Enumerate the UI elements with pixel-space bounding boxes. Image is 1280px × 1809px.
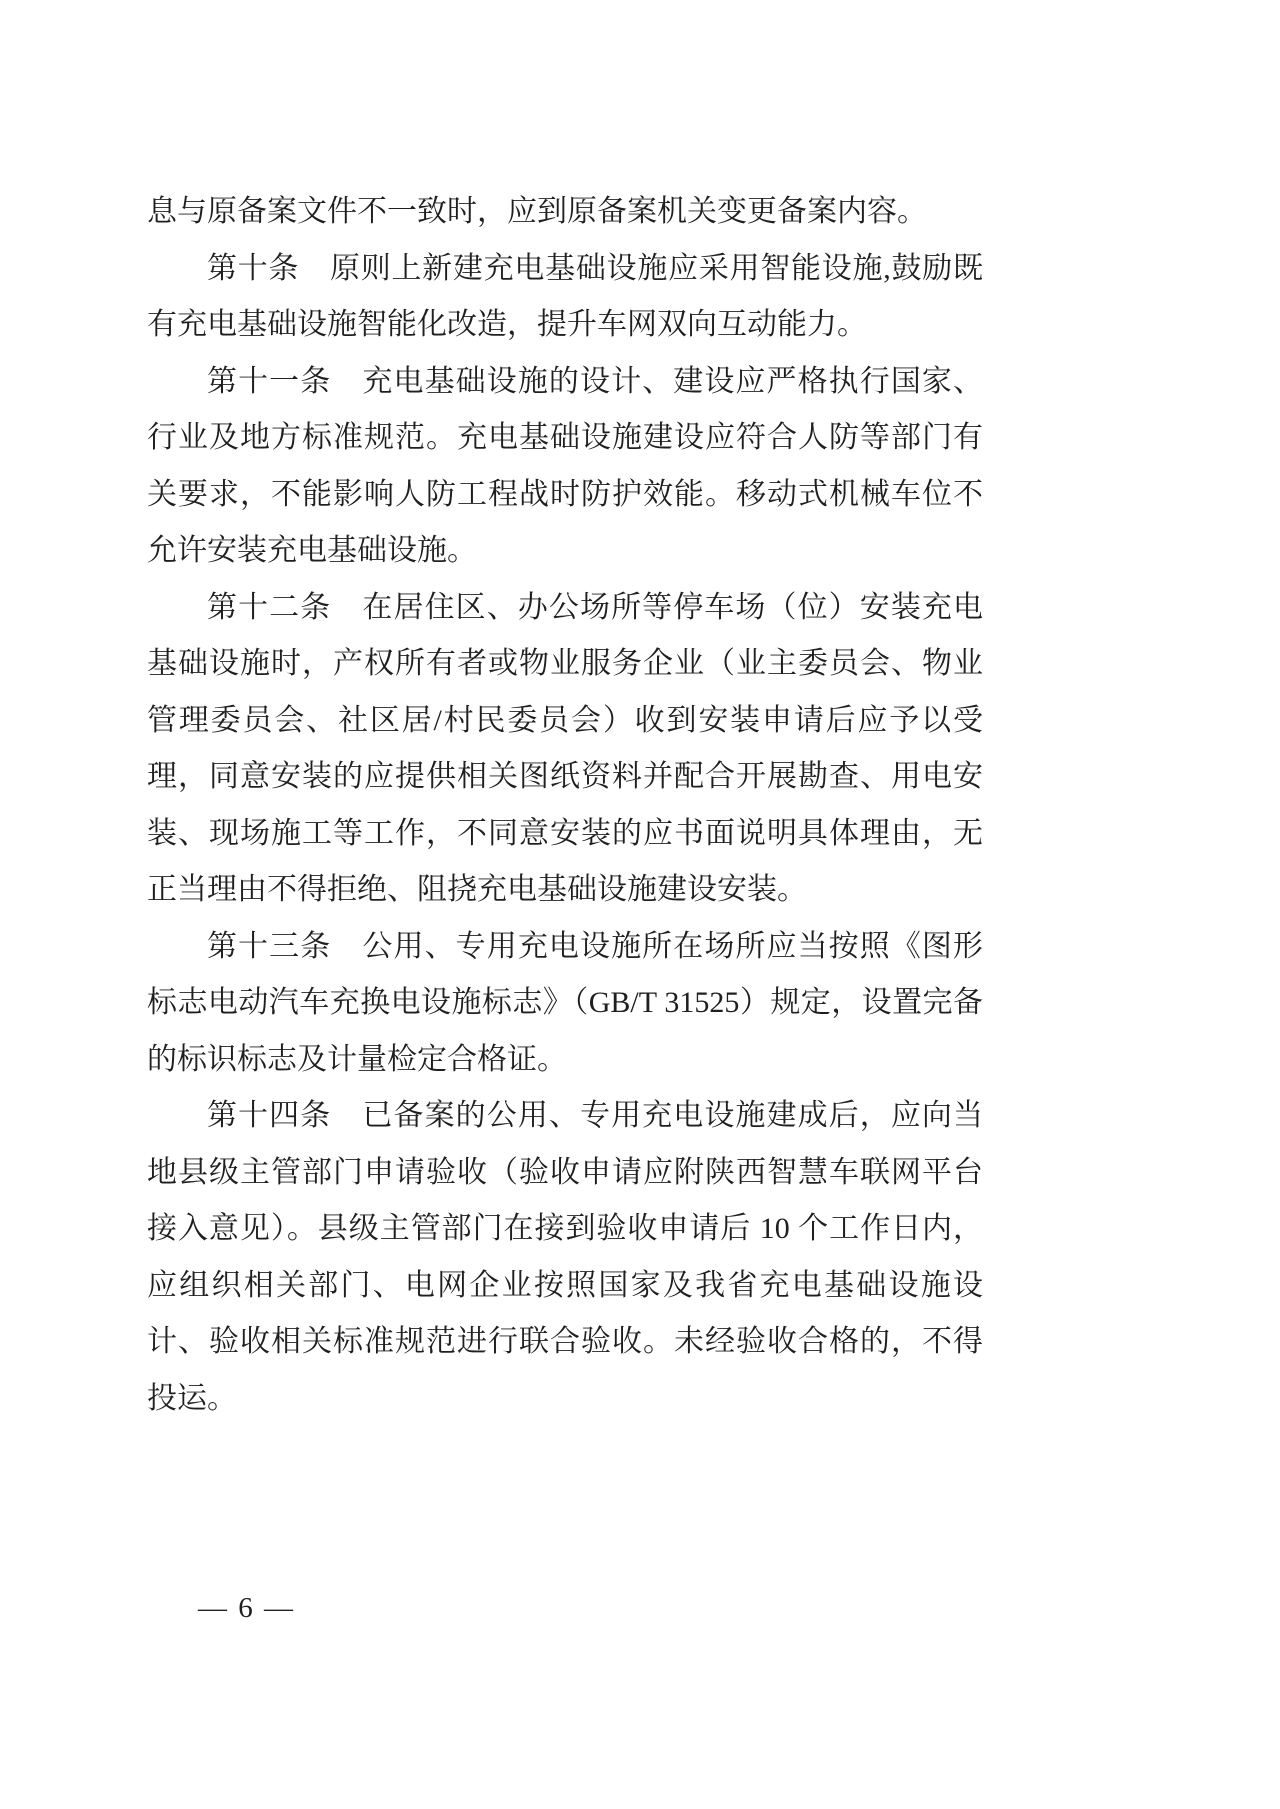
paragraph-continuation: 息与原备案文件不一致时，应到原备案机关变更备案内容。 [147, 195, 927, 228]
document-body [147, 184, 983, 1427]
page-number: — 6 — [198, 1592, 295, 1624]
paragraph-article-10: 第十条 原则上新建充电基础设施应采用智能设施,鼓励既有充电基础设施智能化改造，提升车网双向互动能力。 [147, 251, 983, 341]
paragraph-article-11: 第十一条 充电基础设施的设计、建设应严格执行国家、行业及地方标准规范。充电基础设施建设应符合人防等部门有关要求，不能影响人防工程战时防护效能。移动式机械车位不允许安装充电基础设施。 [147, 364, 983, 567]
paragraph-article-13: 第十三条 公用、专用充电设施所在场所应当按照《图形标志电动汽车充换电设施标志》（GB/T 31525）规定，设置完备的标识标志及计量检定合格证。 [147, 929, 983, 1076]
paragraph-article-14: 第十四条 已备案的公用、专用充电设施建成后，应向当地县级主管部门申请验收（验收申请应附陕西智慧车联网平台接入意见）。县级主管部门在接到验收申请后 10 个工作日内，应组织相关部门、电网企业按照国家及我省充电基础设施设计、验收相关标准规范进行联合验收。未经验收合格的，不得投运。 [147, 1099, 983, 1415]
paragraph-article-12: 第十二条 在居住区、办公场所等停车场（位）安装充电基础设施时，产权所有者或物业服务企业（业主委员会、物业管理委员会、社区居/村民委员会）收到安装申请后应予以受理，同意安装的应提供相关图纸资料并配合开展勘查、用电安装、现场施工等工作，不同意安装的应书面说明具体理由，无正当理由不得拒绝、阻挠充电基础设施建设安装。 [147, 590, 983, 906]
